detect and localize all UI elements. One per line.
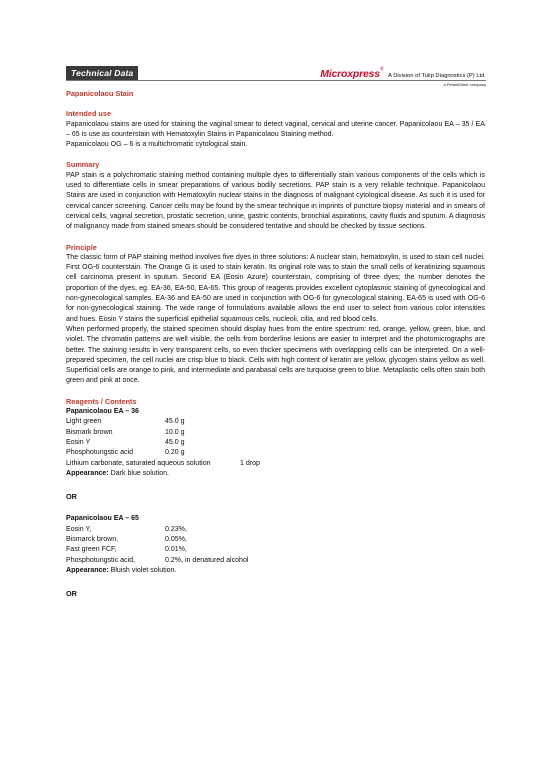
ea65-row [66,556,485,566]
ea36-title: Papanicolaou EA – 36 [66,408,139,416]
intended-use-text-1: Papanicolaou stains are used for staining the vaginal smear to detect vaginal, cervical and uterine cancer. Papanicolaou EA – 35 / EA – 65 is use as counterstain with Hematoxylin Stains in Papanicolaou Staining method. [66,120,485,138]
ea36-row [66,428,485,438]
appearance-value: Bluish violet solution. [108,566,177,574]
ea65-item-value: 0.05%, [165,535,187,543]
summary-heading: Summary [66,160,100,170]
principle-text-1: The classic form of PAP staining method involves five dyes in three solutions: A nuclear stain, hematoxylin, is used to stain cell nuclei. First OG-6 counterstain. The Orange G is used to stain keratin. Its original role was to stain the small cells of keratinizing squamous cell carcinoma present in sputum. Second EA (Eosin Azure) counterstain, comprising of three dyes; the number denotes the proportion of the dyes, eg. EA-36, EA-50, EA-65. This group of reagents provides excellent cytoplasmic staining of gynecological and non-gynecological samples. EA-36 and EA-50 are used in conjunction with OG-6 for gynecological staining. EA-65 is used with OG-6 for non-gynecological staining. The wide range of formulations available allows the end user to select from various color intensities and hues. Eosin Y stains the superficial epithelial squamous cells, nucleoli, cilia, and red blood cells. [66,253,485,323]
ea36-row [66,438,485,448]
ea36-appearance [66,469,485,479]
brand-company: a PerkinElmer company [443,82,486,87]
ea65-item-value: 0.23%, [165,525,187,533]
technical-data-badge: Technical Data [66,66,138,80]
ea36-item-name: Bismark brown [66,428,113,436]
reagents-heading: Reagents / Contents [66,396,137,406]
ea36-item-value: 45.0 g [165,418,185,426]
ea65-row [66,525,485,535]
brand-block [320,64,486,87]
ea36-item-name: Phosphotungstic acid [66,449,133,457]
or-separator: OR [66,589,77,599]
ea65-title: Papanicolaou EA – 65 [66,515,139,523]
ea36-item-value: 45.0 g [165,438,185,446]
appearance-label: Appearance: [66,469,109,477]
document-body [66,89,485,611]
principle-heading: Principle [66,242,97,252]
intended-use-heading: Intended use [66,109,112,119]
brand-registered-mark: ® [379,66,384,73]
ea65-row [66,535,485,545]
ea65-item-name: Eosin Y, [66,525,92,533]
intended-use-text-2: Papanicolaou OG – 6 is a multichromatic cytological stain. [66,141,248,149]
appearance-label: Appearance: [66,566,109,574]
document-title: Papanicolaou Stain [66,89,134,98]
ea36-row [66,448,485,458]
principle-text-2: When performed properly, the stained specimen should display hues from the entire spectrum: red, orange, yellow, green, blue, and violet. The chromatin patterns are well visible, the cells from borderline lesions are easier to interpret and the photomicrographs are better. The staining results in very transparent cells, so even thicker specimens with overlapping cells can be interpreted. On a well-prepared specimen, the cell nuclei are crisp blue to black. Cells with high content of keratin are yellow, glycogen stains yellow as well. Superficial cells are orange to pink, and intermediate and parabasal cells are turquoise green to blue. Metaplastic cells often stain both green and pink at once. [66,325,485,385]
ea36-item-name: Eosin Y [66,438,91,446]
brand-division: A Division of Tulip Diagnostics (P) Ltd. [388,73,486,79]
ea36-row [66,459,485,469]
ea65-appearance [66,566,485,576]
summary-text: PAP stain is a polychromatic staining method containing multiple dyes to differentially stain various components of the cells which is used to differentiate cells in smear preparations of various bodily secretions. PAP stain is a very reliable technique. Papanicolaou Stains are used in conjunction with Hematoxylin nuclear stains in the diagnosis of malignant cytological disease. As such it is used for cervical cancer screening. Cancer cells may be found by the smear technique in imprints of puncture biopsy material and in smears of cervical cells, vaginal secretion, prostatic secretion, urine, gastric contents, bronchial aspirations, cavity fluids and sputum. A diagnosis of malignancy made from stained smears should be considered tentative and should be checked by tissue sections. [66,171,485,231]
ea65-item-value: 0.2%, in denatured alcohol [165,556,249,564]
ea65-item-name: Bismarck brown, [66,535,119,543]
ea36-item-name: Light green [66,418,102,426]
ea36-item-name: Lithium carbonate, saturated aqueous solution [66,459,211,467]
ea65-item-name: Fast green FCF, [66,546,117,554]
brand-logo: Microxpress [320,68,380,80]
ea36-row [66,417,485,427]
appearance-value: Dark blue solution. [108,469,170,477]
ea65-item-name: Phosphotungstic acid, [66,556,135,564]
ea36-item-value: 10.0 g [165,428,185,436]
ea65-item-value: 0.01%, [165,546,187,554]
header-rule [66,80,486,81]
ea65-row [66,545,485,555]
or-separator: OR [66,492,77,502]
ea36-item-value: 0.20 g [165,449,185,457]
ea36-item-value: 1 drop [240,459,260,467]
